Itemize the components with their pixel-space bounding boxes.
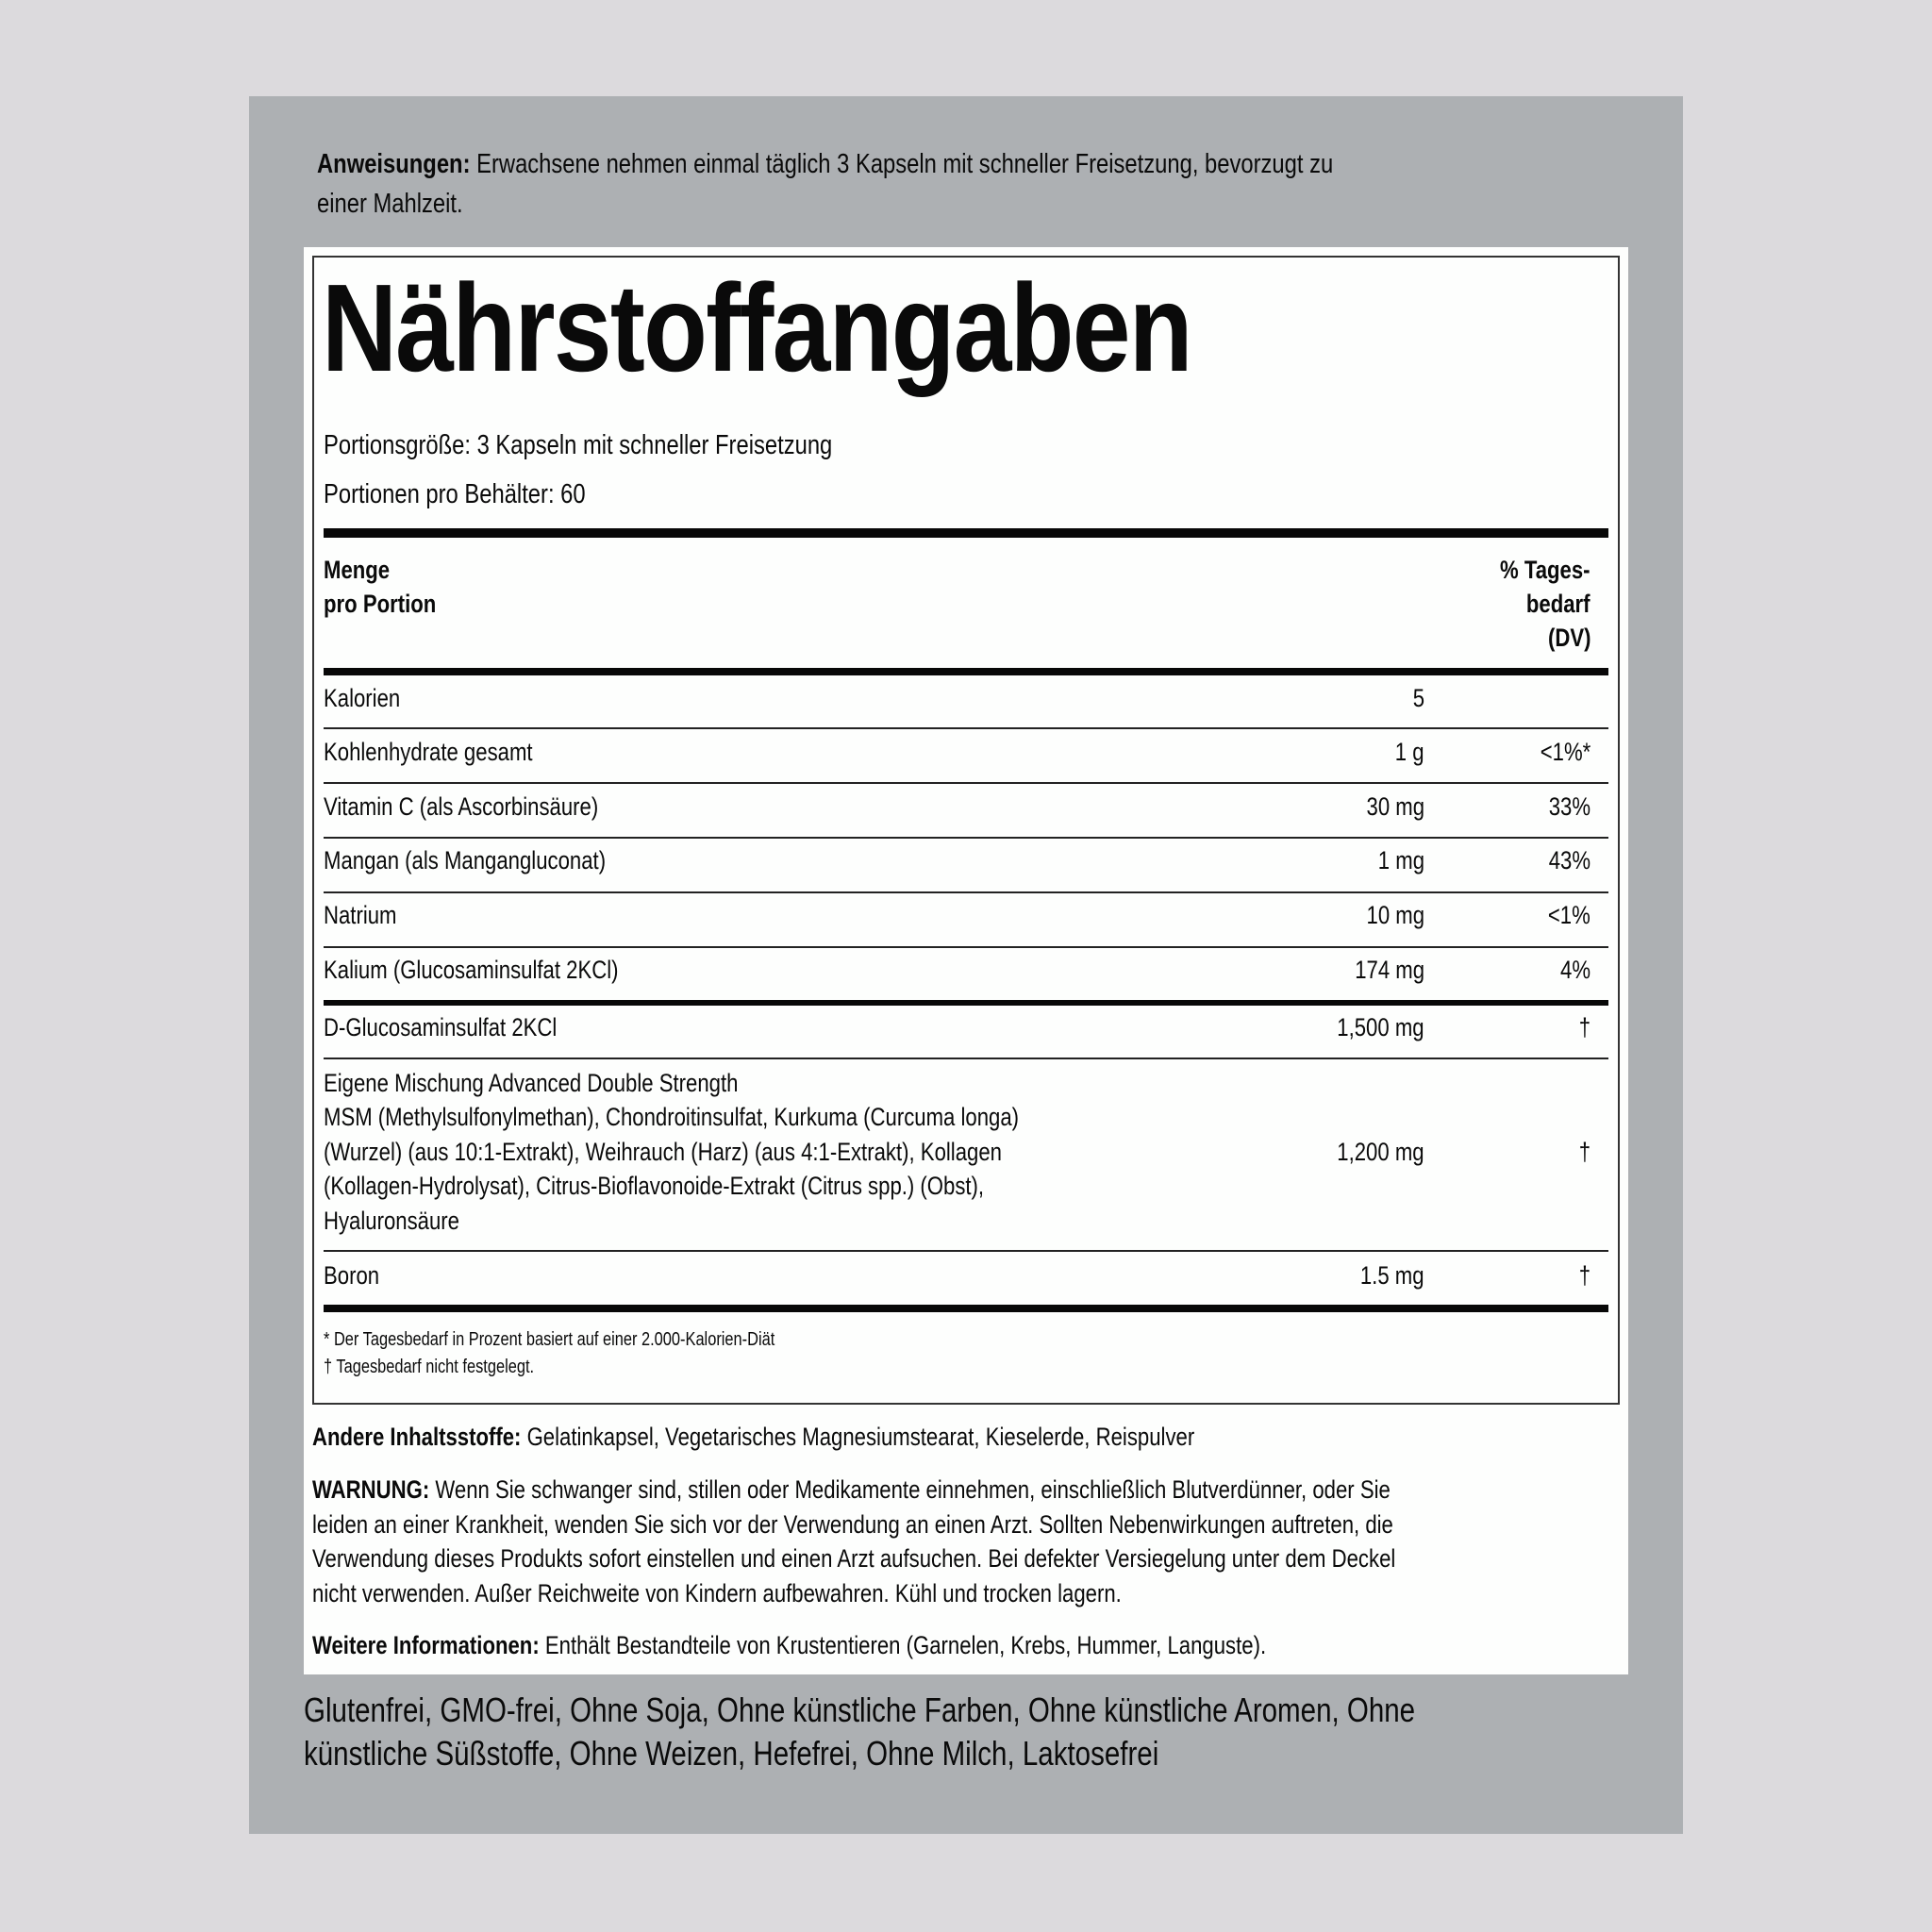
header-amount-per-serving-2: pro Portion (324, 590, 437, 618)
thick-divider (324, 668, 1608, 675)
facts-title: Nährstoffangaben (322, 258, 1191, 397)
more-info (312, 1628, 1475, 1662)
nutrient-dv: 43% (1548, 846, 1591, 874)
thick-divider (324, 528, 1608, 538)
nutrient-amount: 5 (1412, 684, 1424, 712)
header-dv-1: % Tages- (1500, 556, 1591, 584)
row-divider (324, 1058, 1608, 1059)
row-divider (324, 946, 1608, 948)
warning-line-1: WARNUNG: Wenn Sie schwanger sind, stillen oder Medikamente einnehmen, einschließlich Blutverdünner, oder Sie (312, 1475, 1391, 1504)
other-ingredients (312, 1420, 1389, 1454)
nutrient-dv: <1%* (1540, 738, 1591, 766)
header-amount-per-serving: Menge (324, 556, 391, 584)
servings-per-container: Portionen pro Behälter: 60 (324, 479, 586, 509)
nutrient-name: Kalium (Glucosaminsulfat 2KCl) (324, 956, 619, 984)
directions-text: Erwachsene nehmen einmal täglich 3 Kapseln mit schneller Freisetzung, bevorzugt zu (476, 149, 1334, 179)
row-divider (324, 891, 1608, 893)
row-divider (324, 1250, 1608, 1252)
more-info-text: Enthält Bestandteile von Krustentieren (Garnelen, Krebs, Hummer, Languste). (544, 1631, 1267, 1659)
blend-ingredients-line: MSM (Methylsulfonylmethan), Chondroitinsulfat, Kurkuma (Curcuma longa) (324, 1103, 1020, 1131)
blend-ingredients-line: Hyaluronsäure (324, 1207, 459, 1235)
nutrient-amount: 1 mg (1377, 846, 1424, 874)
warning-line-4: nicht verwenden. Außer Reichweite von Kindern aufbewahren. Kühl und trocken lagern. (312, 1579, 1122, 1607)
thick-divider (324, 1000, 1608, 1006)
header-dv-2: bedarf (1526, 590, 1591, 618)
directions-text-2: einer Mahlzeit. (317, 189, 463, 219)
other-ingredients-text: Gelatinkapsel, Vegetarisches Magnesiumstearat, Kieselerde, Reispulver (526, 1423, 1195, 1451)
directions-line-1 (317, 147, 1557, 181)
row-divider (324, 837, 1608, 839)
nutrient-name: D-Glucosaminsulfat 2KCl (324, 1013, 558, 1041)
nutrient-dv: † (1578, 1138, 1591, 1166)
more-info-label: Weitere Informationen: (312, 1631, 540, 1659)
nutrient-amount: 1,200 mg (1337, 1138, 1424, 1166)
nutrient-amount: 1,500 mg (1337, 1013, 1424, 1041)
row-divider (324, 782, 1608, 784)
nutrient-dv: 33% (1548, 792, 1591, 821)
nutrient-dv: <1% (1548, 901, 1591, 929)
nutrient-name: Boron (324, 1261, 380, 1290)
blend-name: Eigene Mischung Advanced Double Strength (324, 1069, 739, 1097)
header-dv-3: (DV) (1547, 624, 1591, 652)
nutrient-dv: † (1578, 1013, 1591, 1041)
nutrient-name: Kohlenhydrate gesamt (324, 738, 533, 766)
warning-line-3: Verwendung dieses Produkts sofort einstellen und einen Arzt aufsuchen. Bei defekter Versiegelung unter dem Deckel (312, 1544, 1396, 1573)
free-from-line-2: künstliche Süßstoffe, Ohne Weizen, Hefefrei, Ohne Milch, Laktosefrei (304, 1734, 1159, 1773)
footnote-dv: * Der Tagesbedarf in Prozent basiert auf einer 2.000-Kalorien-Diät (324, 1329, 775, 1350)
footnote-dagger: † Tagesbedarf nicht festgelegt. (324, 1357, 535, 1377)
nutrient-name: Mangan (als Mangangluconat) (324, 846, 607, 874)
nutrient-amount: 30 mg (1366, 792, 1424, 821)
nutrient-amount: 174 mg (1355, 956, 1424, 984)
warning-line-2: leiden an einer Krankheit, wenden Sie sich vor der Verwendung an einen Arzt. Sollten Nebenwirkungen auftreten, die (312, 1510, 1393, 1539)
nutrient-amount: 1 g (1395, 738, 1424, 766)
warning-label: WARNUNG: (312, 1475, 430, 1504)
nutrient-dv: † (1578, 1261, 1591, 1290)
other-ingredients-label: Andere Inhaltsstoffe: (312, 1423, 522, 1451)
free-from-line-1: Glutenfrei, GMO-frei, Ohne Soja, Ohne künstliche Farben, Ohne künstliche Aromen, Ohne (304, 1690, 1416, 1729)
nutrient-name: Natrium (324, 901, 397, 929)
directions-label: Anweisungen: (317, 149, 471, 179)
thick-divider (324, 1305, 1608, 1312)
blend-ingredients-line: (Wurzel) (aus 10:1-Extrakt), Weihrauch (Harz) (aus 4:1-Extrakt), Kollagen (324, 1138, 1002, 1166)
row-divider (324, 727, 1608, 729)
nutrient-amount: 10 mg (1366, 901, 1424, 929)
nutrient-name: Vitamin C (als Ascorbinsäure) (324, 792, 599, 821)
blend-ingredients-line: (Kollagen-Hydrolysat), Citrus-Bioflavonoide-Extrakt (Citrus spp.) (Obst), (324, 1172, 985, 1200)
nutrient-name: Kalorien (324, 684, 401, 712)
nutrient-amount: 1.5 mg (1360, 1261, 1424, 1290)
serving-size: Portionsgröße: 3 Kapseln mit schneller Freisetzung (324, 430, 833, 460)
nutrient-dv: 4% (1559, 956, 1591, 984)
directions-line-2 (317, 187, 495, 221)
